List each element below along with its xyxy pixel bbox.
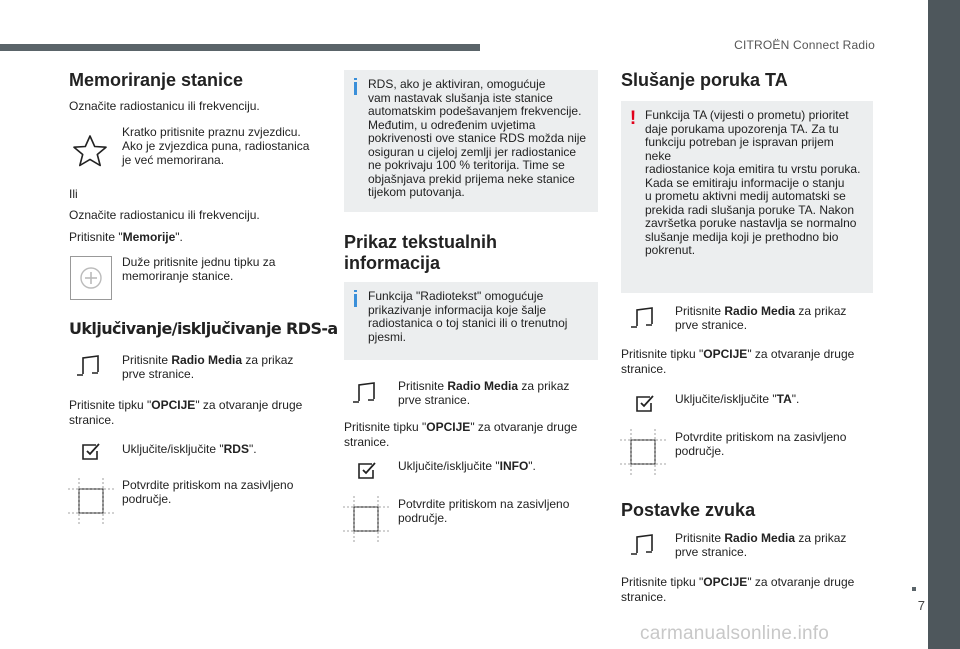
music-text-line xyxy=(675,304,846,318)
text-part: Pritisnite tipku " xyxy=(621,575,704,589)
music-note-icon xyxy=(350,381,380,407)
text-bold: TA xyxy=(776,392,792,406)
text-select-station-1: Označite radiostanicu ili frekvenciju. xyxy=(69,99,260,113)
text-part: " za otvaranje druge xyxy=(470,420,578,434)
text-part: Uključite/isključite " xyxy=(398,459,500,473)
note-line: radiostanica o toj stanici ili o trenutnoj xyxy=(368,316,568,330)
music-instructions xyxy=(122,353,293,381)
options-instructions xyxy=(621,575,854,605)
note-line: pjesmi. xyxy=(368,329,407,344)
music-instructions xyxy=(675,304,846,332)
note-line: tijekom putovanja. xyxy=(368,185,465,199)
text-part: " za otvaranje druge xyxy=(747,347,855,361)
text-bold: Memorije xyxy=(122,230,176,244)
options-text-line xyxy=(69,398,302,413)
text-part: Pritisnite xyxy=(675,304,725,318)
note-line: Kada se emitiraju informacije o stanju xyxy=(645,175,845,190)
options-text-line xyxy=(344,420,577,435)
confirm-text-line: područje. xyxy=(398,511,448,525)
text-part: za prikaz xyxy=(795,531,847,545)
text-part: Pritisnite tipku " xyxy=(621,347,704,361)
touch-area-icon xyxy=(620,429,666,475)
text-part: ". xyxy=(175,230,183,244)
page-number: 7 xyxy=(917,598,925,613)
text-bold: OPCIJE xyxy=(703,347,748,361)
heading-text-info xyxy=(344,232,497,274)
options-instructions xyxy=(621,347,854,377)
page-marker xyxy=(912,587,916,591)
text-part: ". xyxy=(528,459,536,473)
heading-sound: Postavke zvuka xyxy=(621,500,756,520)
star-text-line: Kratko pritisnite praznu zvjezdicu. xyxy=(122,125,301,139)
rds-info-note xyxy=(344,70,598,212)
ta-note-text xyxy=(645,109,863,258)
text-part: Uključite/isključite " xyxy=(122,442,224,456)
note-line: Funkcija TA (vijesti o prometu) prioritet xyxy=(645,108,849,122)
info-icon-dot xyxy=(354,78,357,80)
note-line: prekida radi slušanja poruke TA. Nakon xyxy=(645,202,855,217)
note-line: ne pokrivaju 100 % teritorija. Time se xyxy=(368,158,565,172)
warning-icon: ! xyxy=(629,108,637,129)
star-instructions xyxy=(122,125,309,167)
heading-memoriranje: Memoriranje stanice xyxy=(69,70,244,90)
radiotext-info-note xyxy=(344,282,598,360)
header-bar xyxy=(0,44,480,51)
note-line: vam nastavak slušanja iste stanice xyxy=(368,90,553,105)
note-line: slušanje medija koji je prethodno bio xyxy=(645,229,839,244)
check-instructions xyxy=(122,442,257,456)
music-note-icon xyxy=(628,306,658,332)
check-instructions xyxy=(675,392,799,406)
text-part: Pritisnite xyxy=(675,531,725,545)
checkbox-icon xyxy=(634,393,656,415)
text-part: za prikaz xyxy=(518,379,570,393)
note-line: prikazivanje informacija koje šalje xyxy=(368,302,547,317)
header-title: CITROËN Connect Radio xyxy=(734,38,875,52)
plus-circle-icon xyxy=(71,257,111,299)
text-part: " za otvaranje druge xyxy=(747,575,855,589)
music-text-line: prve stranice. xyxy=(122,367,195,381)
music-text-line: prve stranice. xyxy=(675,318,748,332)
note-line: Međutim, u određenim uvjetima xyxy=(368,117,536,132)
text-part: Pritisnite xyxy=(398,379,448,393)
info-icon-dot xyxy=(354,290,357,292)
options-instructions xyxy=(69,398,302,428)
side-tab xyxy=(928,0,960,649)
text-part: ". xyxy=(791,392,800,406)
heading-ta: Slušanje poruka TA xyxy=(621,70,788,90)
music-text-line xyxy=(675,531,846,545)
text-ili: Ili xyxy=(69,187,78,201)
music-text-line xyxy=(398,379,569,393)
options-instructions xyxy=(344,420,577,450)
note-line: automatskim podešavanjem frekvencije. xyxy=(368,104,582,118)
text-part: " za otvaranje druge xyxy=(195,398,303,412)
text-bold: RDS xyxy=(223,442,249,456)
ta-warning-note xyxy=(621,101,873,293)
note-line: završetka poruke nastavlja se normalno xyxy=(645,216,857,230)
text-bold: OPCIJE xyxy=(703,575,748,589)
note-line: funkciju potreban je ispravan prijem neke xyxy=(645,135,834,163)
info-icon xyxy=(354,294,357,307)
touch-area-icon xyxy=(68,478,114,524)
text-bold: Radio Media xyxy=(724,531,796,545)
text-select-station-2: Označite radiostanicu ili frekvenciju. xyxy=(69,208,260,222)
confirm-text-line: područje. xyxy=(675,444,725,458)
checkbox-icon xyxy=(356,460,378,482)
text-part: Pritisnite tipku " xyxy=(69,398,152,412)
radiotext-note-text xyxy=(368,290,588,344)
text-bold: Radio Media xyxy=(724,304,796,318)
text-press-memorije xyxy=(69,230,183,245)
note-line: osiguran u cijeloj zemlji jer radiostanice xyxy=(368,144,577,159)
text-part: Uključite/isključite " xyxy=(675,392,777,406)
options-text-line xyxy=(621,347,854,362)
options-text-line: stranice. xyxy=(621,590,667,604)
note-line: daje porukama upozorenja TA. Za tu xyxy=(645,121,839,136)
plus-text-line: memoriranje stanice. xyxy=(122,269,234,283)
music-note-icon xyxy=(628,533,658,559)
plus-text-line: Duže pritisnite jednu tipku za xyxy=(122,255,276,269)
check-instructions xyxy=(398,459,536,473)
options-text-line: stranice. xyxy=(344,435,390,449)
text-bold: Radio Media xyxy=(447,379,519,393)
note-line: radiostanice koja emitira tu vrstu poruka. xyxy=(645,162,861,176)
text-bold: Radio Media xyxy=(171,353,243,367)
text-bold: OPCIJE xyxy=(426,420,471,434)
options-text-line: stranice. xyxy=(69,413,115,427)
music-text-line: prve stranice. xyxy=(675,545,748,559)
confirm-text-line: Potvrdite pritiskom na zasivljeno xyxy=(398,497,570,511)
note-line: u prometu aktivni medij automatski se xyxy=(645,189,846,203)
info-icon xyxy=(354,82,357,95)
plus-instructions xyxy=(122,255,275,283)
options-text-line xyxy=(621,575,854,590)
rds-note-text xyxy=(368,78,588,200)
watermark: carmanualsonline.info xyxy=(640,623,830,644)
text-part: za prikaz xyxy=(242,353,294,367)
confirm-text-line: Potvrdite pritiskom na zasivljeno xyxy=(122,478,294,492)
checkbox-icon xyxy=(80,441,102,463)
confirm-text-line: Potvrdite pritiskom na zasivljeno xyxy=(675,430,847,444)
music-instructions xyxy=(675,531,846,559)
text-bold: INFO xyxy=(499,459,529,473)
options-text-line: stranice. xyxy=(621,362,667,376)
heading-line: informacija xyxy=(344,253,441,273)
touch-area-icon xyxy=(343,496,389,542)
text-part: Pritisnite tipku " xyxy=(344,420,427,434)
confirm-instructions xyxy=(675,430,846,458)
star-text-line: Ako je zvjezdica puna, radiostanica xyxy=(122,139,310,153)
text-bold: OPCIJE xyxy=(151,398,196,412)
confirm-text-line: područje. xyxy=(122,492,172,506)
music-instructions xyxy=(398,379,569,407)
note-line: objašnjava prekid prijema neke stanice xyxy=(368,171,575,186)
text-part: ". xyxy=(248,442,257,456)
note-line: pokrivenosti ove stanice RDS možda nije xyxy=(368,131,587,145)
confirm-instructions xyxy=(398,497,569,525)
music-text-line xyxy=(122,353,293,367)
confirm-instructions xyxy=(122,478,293,506)
music-note-icon xyxy=(74,354,104,380)
note-line: Funkcija "Radiotekst" omogućuje xyxy=(368,289,544,303)
text-part: za prikaz xyxy=(795,304,847,318)
music-text-line: prve stranice. xyxy=(398,393,471,407)
note-line: pokrenut. xyxy=(645,243,696,257)
preset-button-frame xyxy=(70,256,112,300)
star-outline-icon xyxy=(70,133,110,169)
heading-rds: Uključivanje/isključivanje RDS-a xyxy=(69,319,338,338)
heading-line: Prikaz tekstualnih xyxy=(344,232,498,252)
note-line: RDS, ako je aktiviran, omogućuje xyxy=(368,77,546,91)
star-text-line: je već memorirana. xyxy=(122,153,225,167)
text-part: Pritisnite " xyxy=(69,230,123,244)
text-part: Pritisnite xyxy=(122,353,172,367)
